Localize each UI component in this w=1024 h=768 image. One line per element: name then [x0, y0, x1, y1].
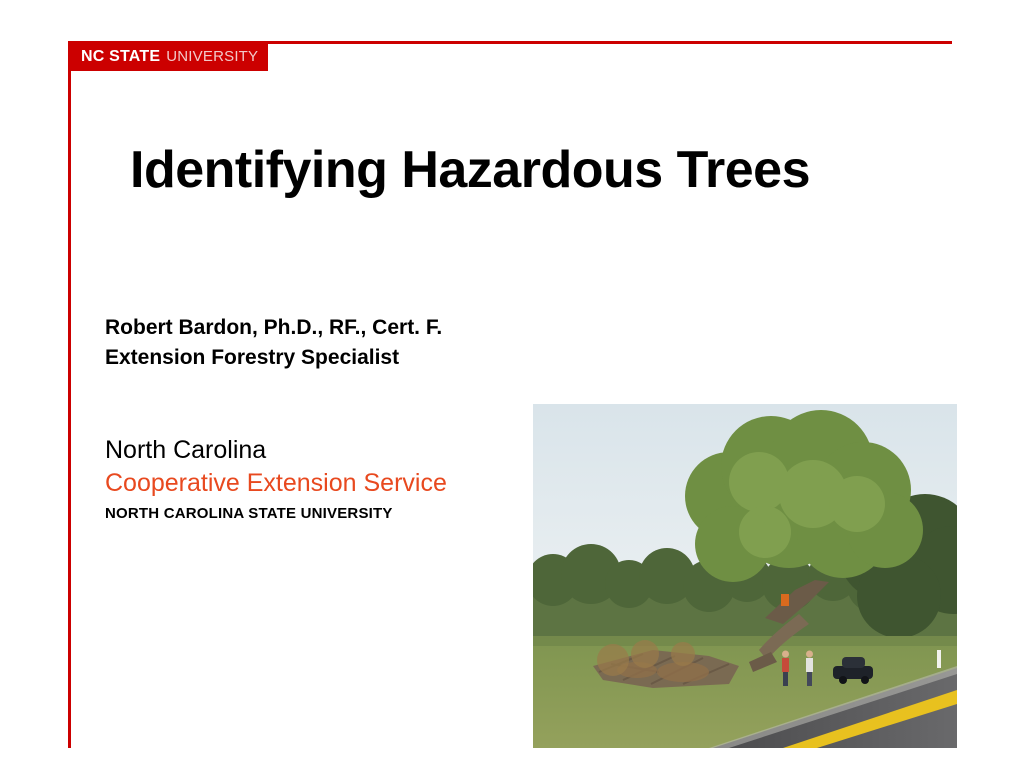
organization-state: North Carolina: [105, 436, 267, 464]
nc-state-university-logo: [71, 44, 268, 71]
fallen-tree-photo: [533, 404, 957, 748]
author-name: Robert Bardon, Ph.D., RF., Cert. F.: [105, 316, 443, 339]
page-title: Identifying Hazardous Trees: [130, 141, 810, 199]
person-one: [782, 651, 789, 687]
left-red-rule: [68, 41, 71, 748]
organization-university: NORTH CAROLINA STATE UNIVERSITY: [105, 504, 393, 522]
author-block: [105, 313, 535, 374]
logo-secondary-text: UNIVERSITY: [166, 48, 259, 65]
organization-service: Cooperative Extension Service: [105, 469, 447, 498]
logo-primary-text: NC STATE: [81, 48, 161, 65]
organization-block: [105, 435, 535, 522]
person-two: [806, 651, 813, 687]
author-role: Extension Forestry Specialist: [105, 346, 400, 370]
